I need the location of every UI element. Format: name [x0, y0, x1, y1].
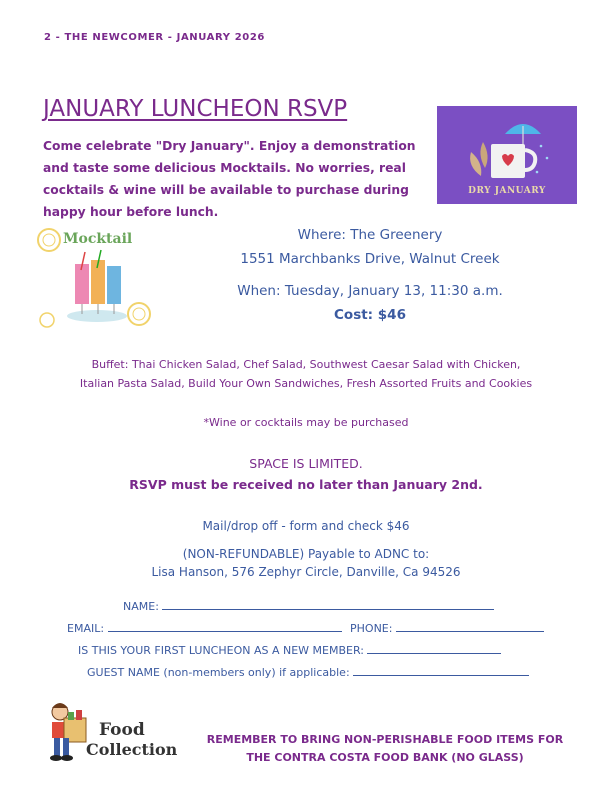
email-field[interactable] [67, 621, 342, 635]
name-label: NAME: [123, 600, 159, 613]
phone-label: PHONE: [350, 622, 393, 635]
dry-january-label: DRY JANUARY [468, 186, 546, 196]
rsvp-deadline: RSVP must be received no later than January 2nd. [129, 477, 483, 492]
intro-line: cocktails & wine will be available to purchase during [43, 183, 409, 197]
space-limited-notice: SPACE IS LIMITED. [249, 456, 363, 471]
intro-line: Come celebrate "Dry January". Enjoy a demonstration [43, 139, 416, 153]
phone-field[interactable] [350, 621, 544, 635]
intro-line: happy hour before lunch. [43, 205, 219, 219]
page-title: JANUARY LUNCHEON RSVP [43, 96, 348, 122]
mocktail-image [35, 222, 155, 338]
first-luncheon-field[interactable] [78, 643, 501, 657]
newsletter-header: 2 - THE NEWCOMER - JANUARY 2026 [44, 32, 265, 43]
guest-name-field[interactable] [87, 665, 529, 679]
dry-january-image [437, 106, 577, 204]
event-location: Where: The Greenery [297, 227, 443, 243]
guest-name-blank[interactable] [353, 665, 529, 676]
food-bank-reminder [190, 731, 580, 767]
mailing-address: Lisa Hanson, 576 Zephyr Circle, Danville, Ca 94526 [151, 565, 461, 579]
event-address: 1551 Marchbanks Drive, Walnut Creek [240, 251, 500, 267]
name-blank[interactable] [162, 599, 494, 610]
food-bank-reminder-line: REMEMBER TO BRING NON-PERISHABLE FOOD ITEMS FOR [206, 733, 564, 746]
mocktail-label: Mocktail [63, 231, 133, 247]
guest-name-label: GUEST NAME (non-members only) if applicable: [87, 666, 350, 679]
event-cost: Cost: $46 [334, 307, 406, 323]
email-label: EMAIL: [67, 622, 105, 635]
email-blank[interactable] [108, 621, 342, 632]
intro-text [43, 135, 433, 223]
collection-logo-word: Collection [86, 740, 178, 759]
event-date-time: When: Tuesday, January 13, 11:30 a.m. [237, 283, 503, 299]
first-luncheon-blank[interactable] [367, 643, 501, 654]
buffet-menu-line: Italian Pasta Salad, Build Your Own Sandwiches, Fresh Assorted Fruits and Cookies [79, 377, 533, 390]
food-bank-reminder-line: THE CONTRA COSTA FOOD BANK (NO GLASS) [246, 751, 524, 764]
food-collection-logo [36, 700, 186, 764]
intro-line: and taste some delicious Mocktails. No worries, real [43, 161, 406, 175]
phone-blank[interactable] [396, 621, 544, 632]
first-luncheon-label: IS THIS YOUR FIRST LUNCHEON AS A NEW MEMBER: [78, 644, 364, 657]
buffet-menu-line: Buffet: Thai Chicken Salad, Chef Salad, Southwest Caesar Salad with Chicken, [91, 358, 521, 371]
mail-instructions: Mail/drop off - form and check $46 [202, 519, 410, 533]
payment-instructions: (NON-REFUNDABLE) Payable to ADNC to: [182, 547, 430, 561]
food-logo-word: Food [99, 720, 145, 740]
wine-note: *Wine or cocktails may be purchased [203, 416, 409, 429]
name-field[interactable] [123, 599, 494, 613]
